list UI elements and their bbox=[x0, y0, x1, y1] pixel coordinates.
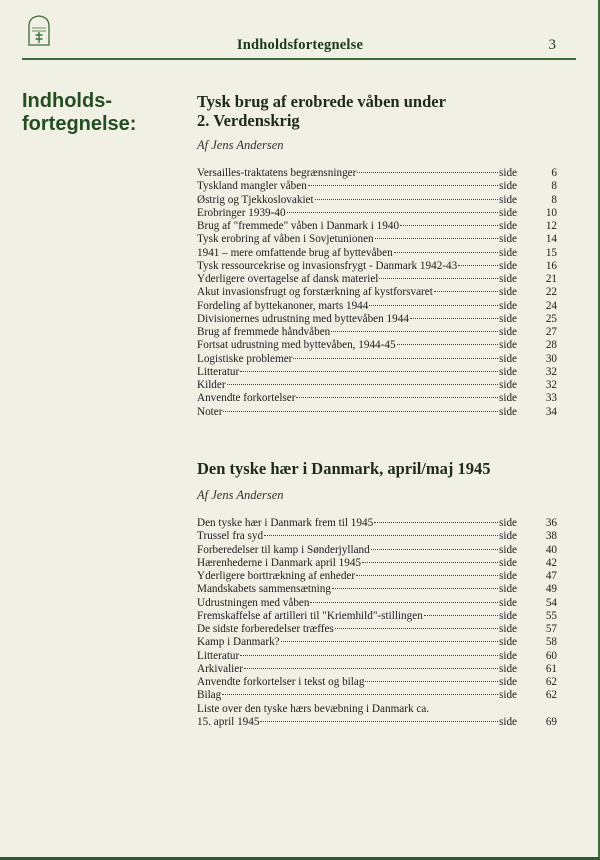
toc-entry bbox=[197, 366, 557, 379]
toc-entry-side-label: side bbox=[499, 392, 518, 405]
dot-leader bbox=[458, 265, 498, 266]
toc-entry-side-label: side bbox=[499, 543, 518, 556]
toc-entry-title: Liste over den tyske hærs bevæbning i Danmark ca. bbox=[197, 702, 430, 715]
toc-entry-page: 30 bbox=[545, 352, 557, 365]
dot-leader bbox=[296, 397, 498, 398]
toc-entry bbox=[197, 676, 557, 689]
dot-leader bbox=[410, 318, 498, 319]
toc-entry bbox=[197, 610, 557, 623]
toc-entry-side-label: side bbox=[499, 649, 518, 662]
toc-entry-side-label: side bbox=[499, 193, 518, 206]
toc-entry-side-label: side bbox=[499, 715, 518, 728]
toc-entry bbox=[197, 716, 557, 729]
toc-entry-title: De sidste forberedelser træffes bbox=[197, 623, 334, 635]
toc-entry bbox=[197, 530, 557, 543]
toc-entry-side-label: side bbox=[499, 530, 518, 543]
side-heading bbox=[22, 90, 182, 136]
section-author: Af Jens Andersen bbox=[197, 488, 284, 502]
toc-entry-title: Kilder bbox=[197, 379, 226, 391]
section-title-line1: Tysk brug af erobrede våben under bbox=[197, 92, 446, 111]
toc-entry-title: Yderligere borttrækning af enheder bbox=[197, 570, 356, 582]
toc-entry-side-label: side bbox=[499, 286, 518, 299]
toc-entry bbox=[197, 180, 557, 193]
toc-entry-page: 61 bbox=[545, 662, 557, 675]
dot-leader bbox=[310, 602, 498, 603]
toc-entry-side-label: side bbox=[499, 273, 518, 285]
dot-leader bbox=[434, 291, 498, 292]
toc-entry-side-label: side bbox=[499, 365, 518, 378]
toc-entry bbox=[197, 167, 557, 180]
toc-entry-page: 62 bbox=[545, 676, 557, 688]
toc-entry-title: Litteratur bbox=[197, 365, 240, 378]
toc-entry-page: 40 bbox=[545, 543, 557, 556]
toc-entry-page: 12 bbox=[545, 220, 557, 232]
toc-entry-page: 28 bbox=[545, 339, 557, 352]
dot-leader bbox=[240, 371, 498, 372]
toc-entry-page: 21 bbox=[545, 273, 557, 285]
toc-entry-title: Trussel fra syd bbox=[197, 530, 264, 543]
dot-leader bbox=[315, 199, 498, 200]
toc-entry-title: Tyskland mangler våben bbox=[197, 180, 307, 193]
page-number: 3 bbox=[548, 37, 556, 53]
toc-entry-page: 47 bbox=[545, 570, 557, 582]
toc-entry-page: 62 bbox=[545, 689, 557, 702]
toc-entry bbox=[197, 353, 557, 366]
toc-entry-side-label: side bbox=[499, 636, 518, 649]
toc-entry-side-label: side bbox=[499, 339, 518, 352]
toc-entry bbox=[197, 207, 557, 220]
toc-entry-side-label: side bbox=[499, 180, 518, 193]
toc-entry-page: 24 bbox=[545, 299, 557, 312]
toc-entry-page: 34 bbox=[545, 405, 557, 418]
toc-entry-side-label: side bbox=[499, 517, 518, 529]
toc-entry bbox=[197, 194, 557, 207]
toc-entry-side-label: side bbox=[499, 609, 518, 622]
toc-entry-page: 42 bbox=[545, 556, 557, 569]
toc-list bbox=[197, 517, 557, 729]
side-heading-line1: Indholds- bbox=[22, 90, 112, 112]
toc-entry-title: Anvendte forkortelser bbox=[197, 392, 296, 405]
side-heading-line2: fortegnelse: bbox=[22, 113, 137, 135]
toc-entry bbox=[197, 557, 557, 570]
toc-entry-side-label: side bbox=[499, 556, 518, 569]
dot-leader bbox=[374, 522, 498, 523]
toc-list bbox=[197, 167, 557, 419]
toc-entry bbox=[197, 273, 557, 286]
toc-entry-side-label: side bbox=[499, 220, 518, 232]
toc-entry bbox=[197, 406, 557, 419]
toc-entry-page: 49 bbox=[545, 583, 557, 596]
toc-entry-title: Arkivalier bbox=[197, 662, 243, 675]
toc-entry-page: 32 bbox=[545, 379, 557, 391]
toc-entry-side-label: side bbox=[499, 596, 518, 609]
toc-entry-page: 54 bbox=[545, 596, 557, 609]
toc-entry-title: Udrustningen med våben bbox=[197, 596, 310, 609]
toc-entry-title: Hærenhederne i Danmark april 1945 bbox=[197, 556, 362, 569]
toc-entry-page: 16 bbox=[545, 259, 557, 272]
toc-entry-title: Bilag bbox=[197, 689, 222, 702]
toc-entry bbox=[197, 517, 557, 530]
dot-leader bbox=[223, 411, 498, 412]
toc-entry-title: Forberedelser til kamp i Sønderjylland bbox=[197, 543, 370, 556]
dot-leader bbox=[357, 172, 498, 173]
toc-entry-page: 22 bbox=[545, 286, 557, 299]
toc-entry-page: 32 bbox=[545, 365, 557, 378]
toc-entry-page: 10 bbox=[545, 206, 557, 219]
dot-leader bbox=[375, 238, 498, 239]
dot-leader bbox=[227, 384, 498, 385]
toc-entry-title: Tysk ressourcekrise og invasionsfrygt - Danmark 1942-43 bbox=[197, 259, 458, 272]
toc-entry-side-label: side bbox=[499, 312, 518, 325]
toc-entry bbox=[197, 233, 557, 246]
toc-entry-title: Mandskabets sammensætning bbox=[197, 583, 331, 596]
toc-entry-title: Østrig og Tjekkoslovakiet bbox=[197, 193, 314, 206]
toc-entry-page: 69 bbox=[545, 715, 557, 728]
toc-entry bbox=[197, 392, 557, 405]
toc-entry-side-label: side bbox=[499, 662, 518, 675]
dot-leader bbox=[244, 668, 498, 669]
toc-entry bbox=[197, 260, 557, 273]
dot-leader bbox=[371, 549, 498, 550]
dot-leader bbox=[335, 628, 498, 629]
toc-entry-title: Brug af fremmede håndvåben bbox=[197, 326, 331, 338]
toc-entry-page: 38 bbox=[545, 530, 557, 543]
toc-entry bbox=[197, 300, 557, 313]
toc-entry-side-label: side bbox=[499, 570, 518, 582]
toc-entry bbox=[197, 663, 557, 676]
dot-leader bbox=[424, 615, 498, 616]
section-title bbox=[197, 92, 557, 130]
toc-entry-page: 55 bbox=[545, 609, 557, 622]
toc-entry-side-label: side bbox=[499, 623, 518, 635]
toc-section-1 bbox=[197, 92, 557, 419]
toc-entry-page: 58 bbox=[545, 636, 557, 649]
toc-entry-side-label: side bbox=[499, 676, 518, 688]
toc-entry bbox=[197, 247, 557, 260]
toc-entry bbox=[197, 583, 557, 596]
toc-entry-title: Erobringer 1939-40 bbox=[197, 206, 286, 219]
toc-entry-page: 33 bbox=[545, 392, 557, 405]
toc-entry-title: Fremskaffelse af artilleri til "Kriemhild"-stillingen bbox=[197, 609, 423, 622]
toc-section-2 bbox=[197, 459, 557, 729]
toc-entry-page: 6 bbox=[551, 167, 557, 179]
dot-leader bbox=[260, 721, 498, 722]
toc-entry-title: Fortsat udrustning med byttevåben, 1944-45 bbox=[197, 339, 396, 352]
toc-entry-side-label: side bbox=[499, 233, 518, 246]
dot-leader bbox=[281, 641, 498, 642]
toc-entry-side-label: side bbox=[499, 352, 518, 365]
toc-entry-title: Litteratur bbox=[197, 649, 240, 662]
dot-leader bbox=[356, 575, 498, 576]
dot-leader bbox=[222, 694, 498, 695]
dot-leader bbox=[264, 535, 498, 536]
toc-entry-side-label: side bbox=[499, 246, 518, 259]
toc-entry-title: Akut invasionsfrugt og forstærkning af kystforsvaret bbox=[197, 286, 433, 299]
toc-entry-title: Fordeling af byttekanoner, marts 1944 bbox=[197, 299, 369, 312]
dot-leader bbox=[397, 344, 498, 345]
toc-entry bbox=[197, 689, 557, 702]
dot-leader bbox=[293, 358, 498, 359]
toc-entry-title: 15. april 1945 bbox=[197, 715, 260, 728]
dot-leader bbox=[362, 562, 498, 563]
toc-entry bbox=[197, 544, 557, 557]
toc-entry bbox=[197, 650, 557, 663]
toc-entry-side-label: side bbox=[499, 167, 518, 179]
toc-entry-side-label: side bbox=[499, 259, 518, 272]
dot-leader bbox=[394, 252, 498, 253]
toc-entry-title: 1941 – mere omfattende brug af byttevåben bbox=[197, 246, 393, 259]
dot-leader bbox=[379, 278, 498, 279]
dot-leader bbox=[332, 588, 498, 589]
toc-entry-title: Den tyske hær i Danmark frem til 1945 bbox=[197, 517, 374, 529]
dot-leader bbox=[308, 185, 498, 186]
running-title: Indholdsfortegnelse bbox=[236, 37, 364, 53]
toc-entry-side-label: side bbox=[499, 689, 518, 702]
toc-entry-title: Noter bbox=[197, 405, 223, 418]
toc-entry-title: Versailles-traktatens begrænsninger bbox=[197, 167, 357, 179]
toc-entry-page: 27 bbox=[545, 326, 557, 338]
dot-leader bbox=[240, 655, 498, 656]
toc-entry-title: Anvendte forkortelser i tekst og bilag bbox=[197, 676, 365, 688]
toc-entry bbox=[197, 379, 557, 392]
toc-entry-side-label: side bbox=[499, 379, 518, 391]
toc-entry-side-label: side bbox=[499, 326, 518, 338]
toc-entry bbox=[197, 597, 557, 610]
toc-entry bbox=[197, 220, 557, 233]
toc-entry-page: 15 bbox=[545, 246, 557, 259]
toc-entry-title: Kamp i Danmark? bbox=[197, 636, 280, 649]
toc-entry-page: 57 bbox=[545, 623, 557, 635]
toc-entry bbox=[197, 286, 557, 299]
toc-entry-side-label: side bbox=[499, 206, 518, 219]
toc-entry-page: 60 bbox=[545, 649, 557, 662]
section-author: Af Jens Andersen bbox=[197, 138, 284, 152]
toc-entry-title: Divisionernes udrustning med byttevåben 1944 bbox=[197, 312, 409, 325]
toc-entry-page: 8 bbox=[551, 193, 557, 206]
toc-entry bbox=[197, 636, 557, 649]
toc-entry bbox=[197, 326, 557, 339]
toc-entry-page: 14 bbox=[545, 233, 557, 246]
toc-entry-side-label: side bbox=[499, 583, 518, 596]
toc-entry bbox=[197, 570, 557, 583]
dot-leader bbox=[369, 305, 498, 306]
dot-leader bbox=[400, 225, 498, 226]
section-title bbox=[197, 459, 557, 478]
toc-entry bbox=[197, 703, 557, 716]
toc-entry-title: Yderligere overtagelse af dansk materiel bbox=[197, 273, 379, 285]
toc-entry bbox=[197, 339, 557, 352]
header-rule bbox=[22, 58, 576, 60]
toc-entry-title: Tysk erobring af våben i Sovjetunionen bbox=[197, 233, 374, 246]
dot-leader bbox=[365, 681, 498, 682]
toc-entry-page: 36 bbox=[545, 517, 557, 529]
section-title-line1: Den tyske hær i Danmark, april/maj 1945 bbox=[197, 459, 491, 478]
dot-leader bbox=[331, 331, 498, 332]
toc-entry-title: Logistiske problemer bbox=[197, 352, 293, 365]
toc-entry-side-label: side bbox=[499, 299, 518, 312]
toc-entry-title: Brug af "fremmede" våben i Danmark i 1940 bbox=[197, 220, 400, 232]
toc-entry-side-label: side bbox=[499, 405, 518, 418]
dot-leader bbox=[287, 212, 498, 213]
section-title-line2: 2. Verdenskrig bbox=[197, 111, 300, 130]
toc-entry bbox=[197, 313, 557, 326]
toc-entry-page: 25 bbox=[545, 312, 557, 325]
toc-entry-page: 8 bbox=[551, 180, 557, 193]
toc-entry bbox=[197, 623, 557, 636]
